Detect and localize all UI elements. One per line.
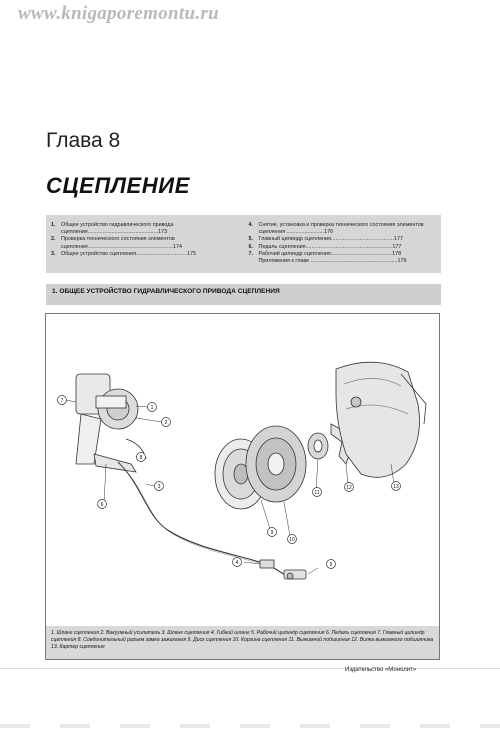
toc-left-column xyxy=(51,222,239,273)
toc-item-number: 1. xyxy=(51,222,56,228)
release-bearing xyxy=(308,433,328,459)
table-of-contents xyxy=(46,215,441,273)
callout-3 xyxy=(155,482,164,491)
svg-text:12: 12 xyxy=(346,484,352,491)
toc-item-text: Приложения к главе ..........................................................179 xyxy=(258,258,407,265)
brake-booster-assembly xyxy=(76,374,146,472)
toc-item-number: 6. xyxy=(248,243,253,250)
toc-item-number: 2. xyxy=(51,236,56,243)
scan-artifact xyxy=(0,724,500,728)
toc-item-number: 5. xyxy=(248,236,253,243)
clutch-diagram xyxy=(46,314,439,626)
svg-text:10: 10 xyxy=(289,536,295,543)
callout-6 xyxy=(98,500,107,509)
toc-item xyxy=(249,258,437,265)
toc-item xyxy=(51,222,239,236)
svg-text:4: 4 xyxy=(235,559,239,566)
chapter-heading: Глава 8 xyxy=(46,129,121,152)
toc-item-text: Главный цилиндр сцепления..........................................177 xyxy=(258,236,403,243)
callout-10 xyxy=(288,535,297,544)
callout-8 xyxy=(137,453,146,462)
toc-item xyxy=(249,251,437,258)
callout-13 xyxy=(392,482,401,491)
toc-item xyxy=(51,236,239,250)
svg-text:13: 13 xyxy=(393,483,399,490)
svg-text:11: 11 xyxy=(314,489,320,496)
svg-text:6: 6 xyxy=(100,501,104,508)
callout-4 xyxy=(233,558,242,567)
toc-item xyxy=(51,251,239,258)
toc-item-number: 4. xyxy=(248,222,253,228)
toc-item xyxy=(249,236,437,243)
callout-11 xyxy=(313,488,322,497)
toc-item-text: Снятие, установка и проверка технического состояния элементов сцепления .........................176 xyxy=(258,222,424,236)
svg-text:7: 7 xyxy=(60,397,64,404)
svg-text:1: 1 xyxy=(150,404,154,411)
svg-text:8: 8 xyxy=(139,454,143,461)
toc-item-text: Общее устройство сцепления..................................175 xyxy=(61,250,197,257)
publisher-credit: Издательство «Монолит» xyxy=(345,667,417,673)
toc-item-text: Общее устройство гидравлического привода сцепления...............................................173 xyxy=(61,222,174,236)
callout-7 xyxy=(58,396,67,405)
toc-item-number: 7. xyxy=(248,250,253,257)
callout-1 xyxy=(148,403,157,412)
slave-cylinder-assembly xyxy=(260,560,306,579)
toc-item-number xyxy=(249,258,259,265)
toc-item xyxy=(249,244,437,251)
toc-item-text: Педаль сцепления..........................................................177 xyxy=(258,243,402,250)
callout-9 xyxy=(268,528,277,537)
svg-text:3: 3 xyxy=(157,483,161,490)
toc-right-column xyxy=(249,222,437,273)
toc-item-text: Рабочий цилиндр сцепления.........................................178 xyxy=(258,250,402,257)
toc-item-number: 3. xyxy=(51,250,56,257)
svg-text:2: 2 xyxy=(164,419,168,426)
pressure-plate xyxy=(246,426,306,502)
figure-caption: 1. Шланг сцепления 2. Вакуумный усилитель 3. Шланг сцепления 4. Гибкий шланг 5. Рабочий цилиндр сцепления 6. Педаль сцепления 7. Главный цилиндр сцепления 8. Соединительный разъем замка зажигания 9. Диск сцепления 10. Корзина сцепления 11. Выжимной подшипник 12. Вилка выжимного подшипника 13. Картер сцепления xyxy=(46,626,439,659)
clutch-diagram-figure xyxy=(45,313,440,660)
callout-5 xyxy=(327,560,336,569)
callout-12 xyxy=(345,483,354,492)
toc-item xyxy=(249,222,437,236)
section-heading: 1. ОБЩЕЕ УСТРОЙСТВО ГИДРАВЛИЧЕСКОГО ПРИВОДА СЦЕПЛЕНИЯ xyxy=(46,284,441,305)
svg-text:9: 9 xyxy=(270,529,274,536)
footer-divider xyxy=(0,668,500,669)
chapter-title: СЦЕПЛЕНИЕ xyxy=(46,173,190,198)
clutch-housing xyxy=(336,362,426,477)
watermark: www.knigaporemontu.ru xyxy=(18,3,219,24)
svg-text:5: 5 xyxy=(329,561,333,568)
callout-2 xyxy=(162,418,171,427)
toc-item-text: Проверка технического состояния элементов сцепления.........................................................174 xyxy=(61,236,183,250)
